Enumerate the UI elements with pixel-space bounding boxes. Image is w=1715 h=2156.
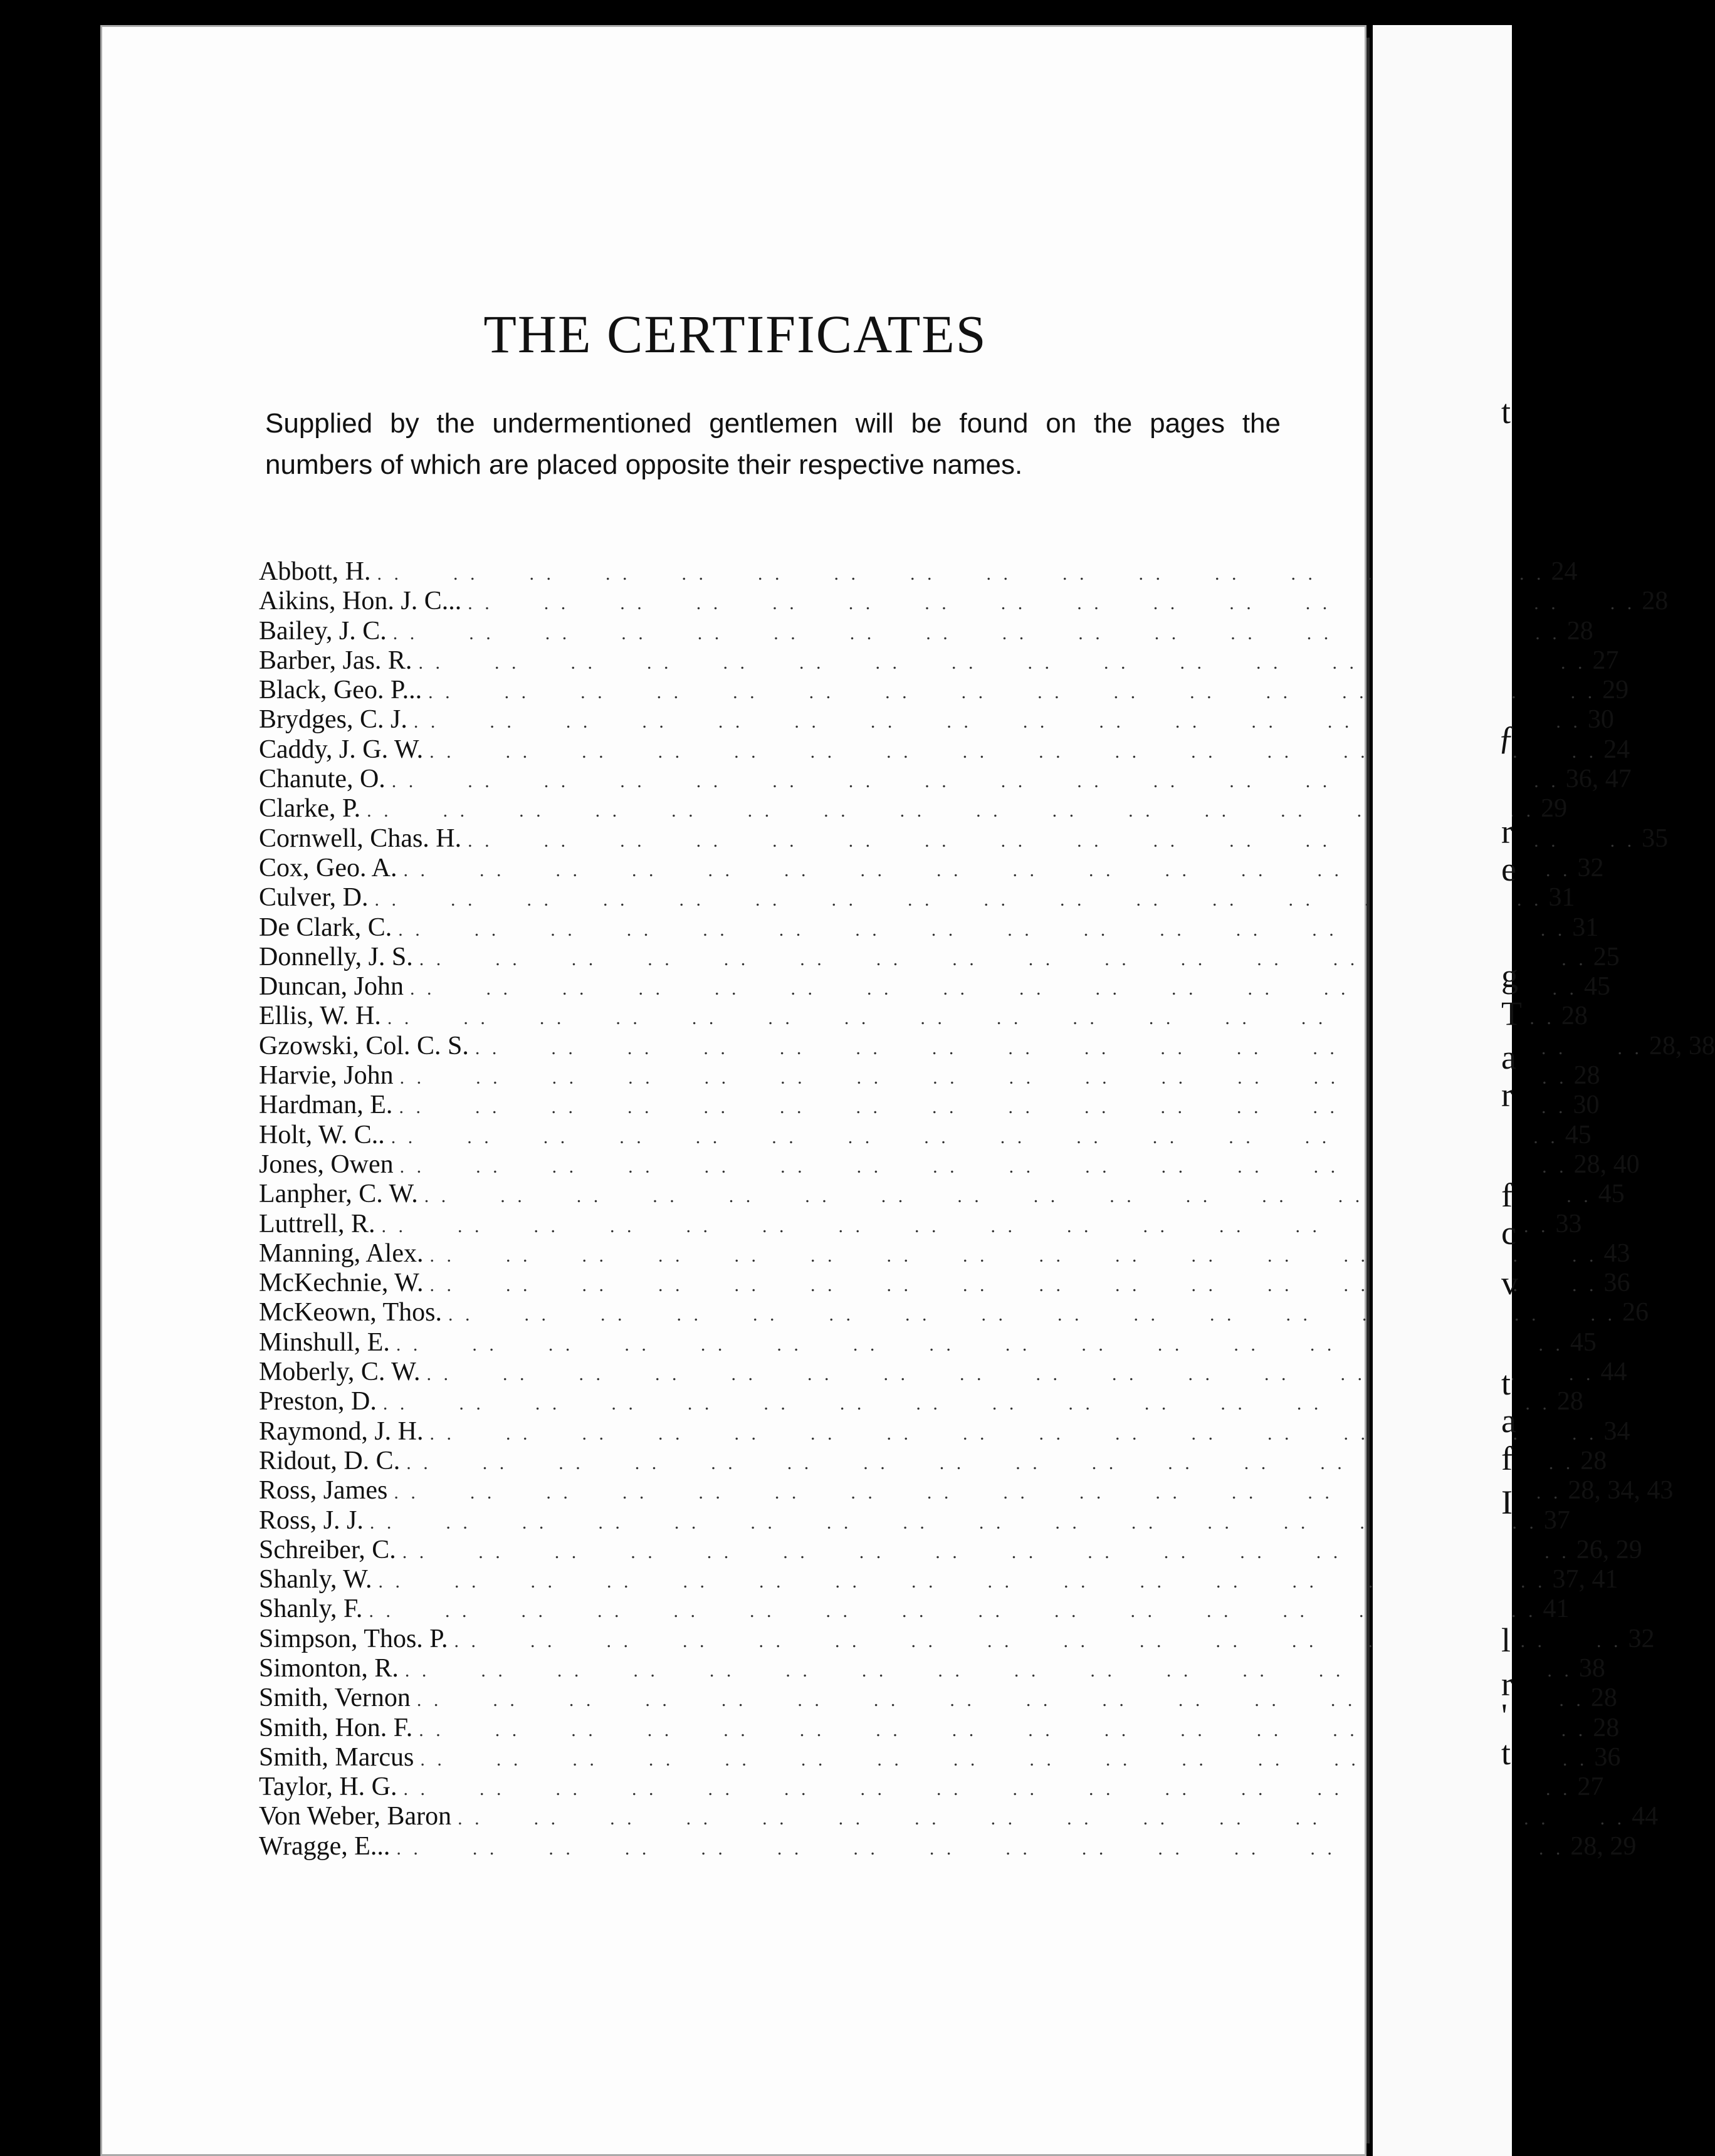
index-entry	[259, 793, 1568, 824]
entry-page-numbers: 28	[1566, 616, 1593, 646]
entry-name: Wragge, E...	[259, 1831, 391, 1861]
index-entry	[259, 1297, 1649, 1327]
entry-name: Smith, Vernon	[259, 1683, 411, 1713]
facing-page-glyph: I	[1501, 1484, 1513, 1521]
index-entry	[259, 1001, 1588, 1031]
entry-page-numbers: 28, 34, 43	[1568, 1476, 1674, 1505]
index-entry	[259, 1713, 1620, 1742]
facing-page-glyph: t	[1501, 1364, 1511, 1402]
entry-name: Chanute, O.	[259, 765, 385, 794]
index-entry	[259, 853, 1604, 882]
index-entry	[259, 1179, 1625, 1209]
index-entry	[259, 1683, 1617, 1713]
facing-page-glyph: v	[1501, 1264, 1518, 1302]
entry-page-numbers: 31	[1548, 883, 1575, 913]
index-entry	[259, 1831, 1637, 1861]
index-entry	[259, 1564, 1618, 1594]
entry-name: Barber, Jas. R.	[259, 646, 412, 675]
index-entry	[259, 1060, 1600, 1091]
index-entry	[259, 1090, 1600, 1120]
entry-name: Moberly, C. W.	[259, 1358, 421, 1387]
index-entry	[259, 1772, 1604, 1802]
index-entry	[259, 1386, 1583, 1416]
entry-page-numbers: 28	[1556, 1387, 1583, 1416]
entry-page-numbers: 29	[1602, 676, 1629, 705]
entry-name: Shanly, F.	[259, 1594, 363, 1624]
entry-page-numbers: 33	[1555, 1209, 1582, 1238]
entry-name: McKechnie, W.	[259, 1269, 424, 1298]
entry-page-numbers: 28, 29	[1570, 1831, 1637, 1861]
entry-page-numbers: 28	[1561, 1002, 1588, 1031]
facing-page-glyph: r	[1501, 1076, 1513, 1114]
entry-name: Caddy, J. G. W.	[259, 735, 424, 764]
entry-page-numbers: 28	[1590, 1683, 1617, 1713]
entry-page-numbers: 43	[1603, 1238, 1630, 1268]
entry-page-numbers: 26	[1622, 1298, 1649, 1327]
facing-page-glyph: T	[1501, 995, 1522, 1032]
entry-page-numbers: 28	[1642, 587, 1669, 616]
index-entry	[259, 1149, 1640, 1179]
index-entry	[259, 1535, 1642, 1564]
entry-name: Black, Geo. P...	[259, 676, 422, 705]
entry-page-numbers: 28	[1593, 1713, 1620, 1742]
index-entry	[259, 913, 1599, 942]
entry-name: Duncan, John	[259, 972, 404, 1002]
facing-page-glyph: ƒ	[1498, 719, 1515, 756]
facing-page-glyph: r	[1501, 1665, 1513, 1703]
certificate-index	[259, 557, 1715, 1861]
entry-name: Luttrell, R.	[259, 1209, 375, 1238]
index-entry	[259, 1238, 1630, 1268]
entry-name: Minshull, E.	[259, 1327, 390, 1357]
entry-page-numbers: 24	[1603, 735, 1630, 764]
entry-page-numbers: 28, 38	[1649, 1031, 1715, 1060]
entry-page-numbers: 45	[1598, 1180, 1625, 1209]
entry-name: Donnelly, J. S.	[259, 942, 413, 971]
facing-page-glyph: a	[1501, 1402, 1516, 1440]
entry-name: Ridout, D. C.	[259, 1446, 401, 1475]
index-entry	[259, 1505, 1570, 1535]
index-entry	[259, 1120, 1592, 1149]
facing-page-glyph: '	[1501, 1697, 1508, 1734]
entry-page-numbers: 37, 41	[1552, 1565, 1618, 1594]
intro-paragraph: Supplied by the undermentioned gentlemen will be found on the pages the numbers of which are placed opposite their respective names.	[265, 408, 1281, 480]
facing-page-glyph: e	[1501, 850, 1516, 888]
entry-page-numbers: 41	[1543, 1594, 1570, 1624]
index-entry	[259, 1624, 1655, 1653]
entry-page-numbers: 32	[1628, 1624, 1655, 1653]
entry-page-numbers: 31	[1572, 913, 1599, 942]
index-entry	[259, 1475, 1674, 1505]
entry-page-numbers: 36	[1594, 1742, 1621, 1772]
index-entry	[259, 882, 1575, 913]
facing-page-glyph: t	[1501, 393, 1511, 431]
entry-name: Raymond, J. H.	[259, 1416, 424, 1446]
dot-leader	[368, 889, 1548, 911]
entry-page-numbers: 44	[1632, 1802, 1659, 1831]
facing-page-glyph: r	[1501, 813, 1513, 850]
index-entry	[259, 1742, 1621, 1772]
page-title: THE CERTIFICATES	[483, 304, 987, 364]
entry-page-numbers: 32	[1577, 853, 1604, 882]
entry-name: McKeown, Thos.	[259, 1298, 443, 1327]
facing-page-glyph: l	[1501, 1621, 1511, 1659]
facing-page-glyph: f	[1501, 1176, 1513, 1214]
entry-name: Simpson, Thos. P.	[259, 1624, 448, 1653]
entry-name: Abbott, H.	[259, 557, 371, 586]
entry-name: Lanpher, C. W.	[259, 1180, 418, 1209]
entry-name: Shanly, W.	[259, 1565, 372, 1594]
entry-page-numbers: 26, 29	[1576, 1535, 1642, 1564]
facing-page-glyph: c	[1501, 1214, 1516, 1252]
entry-page-numbers: 27	[1577, 1772, 1604, 1802]
entry-page-numbers: 29	[1541, 794, 1568, 824]
index-entry	[259, 616, 1593, 646]
book-gutter	[1366, 38, 1370, 2143]
entry-page-numbers: 38	[1578, 1653, 1605, 1683]
index-entry	[259, 1327, 1597, 1357]
index-entry	[259, 1357, 1627, 1387]
facing-page-glyph: g	[1501, 957, 1518, 995]
entry-page-numbers: 45	[1565, 1120, 1592, 1149]
index-entry	[259, 971, 1610, 1002]
index-entry	[259, 735, 1630, 764]
entry-name: Ross, J. J.	[259, 1505, 364, 1535]
index-entry	[259, 675, 1629, 705]
index-entry	[259, 1594, 1570, 1624]
index-entry	[259, 586, 1669, 616]
index-entry	[259, 1031, 1715, 1060]
facing-page-glyph: t	[1501, 1734, 1511, 1772]
entry-page-numbers: 30	[1573, 1091, 1600, 1120]
entry-page-numbers: 28, 40	[1573, 1149, 1640, 1179]
entry-page-numbers: 34	[1603, 1416, 1630, 1446]
index-entry	[259, 557, 1578, 586]
entry-name: Cox, Geo. A.	[259, 853, 397, 882]
entry-name: Preston, D.	[259, 1387, 377, 1416]
facing-page-glyph: f	[1501, 1440, 1513, 1477]
entry-name: Gzowski, Col. C. S.	[259, 1031, 469, 1060]
entry-name: Clarke, P.	[259, 794, 361, 824]
entry-name: Holt, W. C..	[259, 1120, 385, 1149]
index-entry	[259, 1268, 1630, 1298]
dot-leader	[362, 1601, 1543, 1622]
document-page	[100, 25, 1715, 2156]
entry-name: Manning, Alex.	[259, 1238, 424, 1268]
entry-page-numbers: 35	[1642, 824, 1669, 853]
entry-name: Ellis, W. H.	[259, 1002, 381, 1031]
index-entry	[259, 764, 1632, 794]
entry-name: Simonton, R.	[259, 1653, 399, 1683]
entry-page-numbers: 45	[1570, 1327, 1597, 1357]
entry-name: Hardman, E.	[259, 1091, 393, 1120]
entry-page-numbers: 25	[1593, 942, 1620, 971]
index-entry	[259, 1653, 1605, 1683]
facing-page-glyph: a	[1501, 1039, 1516, 1076]
index-entry	[259, 646, 1619, 675]
entry-name: Smith, Hon. F.	[259, 1713, 413, 1742]
entry-name: Jones, Owen	[259, 1149, 394, 1179]
entry-name: Harvie, John	[259, 1061, 394, 1091]
index-entry	[259, 1801, 1659, 1831]
index-entry	[259, 824, 1669, 853]
entry-page-numbers: 44	[1600, 1358, 1627, 1387]
entry-page-numbers: 30	[1587, 705, 1614, 735]
entry-page-numbers: 28	[1573, 1061, 1600, 1091]
adjacent-page-edge	[1373, 25, 1522, 2156]
index-entry	[259, 1416, 1630, 1446]
entry-name: De Clark, C.	[259, 913, 392, 942]
entry-page-numbers: 36	[1603, 1269, 1630, 1298]
dot-leader	[360, 800, 1541, 822]
index-entry	[259, 704, 1614, 735]
entry-page-numbers: 28	[1580, 1446, 1607, 1475]
index-entry	[259, 1446, 1607, 1475]
index-entry	[259, 1209, 1582, 1238]
entry-name: Von Weber, Baron	[259, 1802, 452, 1831]
entry-name: Cornwell, Chas. H.	[259, 824, 462, 853]
entry-page-numbers: 36, 47	[1565, 765, 1632, 794]
entry-page-numbers: 27	[1592, 646, 1619, 675]
entry-name: Culver, D.	[259, 883, 369, 913]
entry-name: Smith, Marcus	[259, 1742, 414, 1772]
entry-name: Bailey, J. C.	[259, 616, 387, 646]
entry-page-numbers: 45	[1583, 972, 1610, 1002]
entry-name: Ross, James	[259, 1476, 388, 1505]
entry-name: Aikins, Hon. J. C...	[259, 587, 462, 616]
entry-name: Brydges, C. J.	[259, 705, 407, 735]
entry-page-numbers: 37	[1543, 1505, 1570, 1535]
entry-page-numbers: 24	[1551, 557, 1578, 586]
entry-name: Taylor, H. G.	[259, 1772, 397, 1802]
index-entry	[259, 942, 1620, 971]
entry-name: Schreiber, C.	[259, 1535, 396, 1564]
